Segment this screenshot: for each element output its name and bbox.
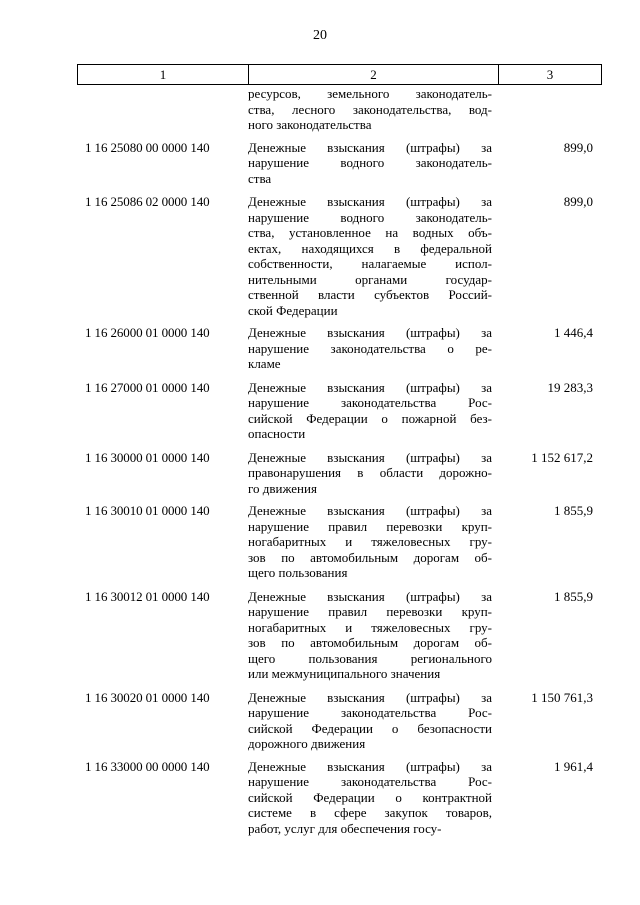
- row-code: 1 16 25086 02 0000 140: [85, 194, 210, 209]
- description-line: опасности: [248, 426, 306, 441]
- table-row: [77, 140, 601, 187]
- description-line: нарушение правил перевозки круп-: [248, 604, 492, 619]
- row-amount: 1 855,9: [554, 503, 593, 518]
- description-line: сийской Федерации о безопасности: [248, 720, 492, 736]
- description-line: ства, лесного законодательства, вод-: [248, 101, 492, 117]
- description-line: нарушение законодательства Рос-: [248, 705, 492, 720]
- description-line: нительными органами государ-: [248, 271, 492, 287]
- row-description: [248, 503, 492, 581]
- row-description: [248, 589, 492, 682]
- table-row: [77, 325, 601, 372]
- row-amount: 1 961,4: [554, 758, 593, 774]
- description-line: ногабаритных и тяжеловесных гру-: [248, 619, 492, 635]
- row-code: 1 16 26000 01 0000 140: [85, 325, 210, 340]
- row-amount: 1 855,9: [554, 588, 593, 604]
- row-code: 1 16 30012 01 0000 140: [85, 588, 210, 604]
- column-header-3: 3: [499, 65, 602, 85]
- row-amount: 899,0: [563, 194, 593, 209]
- row-code: 1 16 33000 00 0000 140: [85, 758, 210, 774]
- description-line: нарушение законодательства Рос-: [248, 774, 492, 789]
- table-row: [77, 380, 601, 442]
- description-line: Денежные взыскания (штрафы) за: [248, 588, 492, 604]
- description-line: Денежные взыскания (штрафы) за: [248, 449, 492, 465]
- row-description: [248, 380, 492, 442]
- description-line: ственной власти субъектов Россий-: [248, 287, 492, 302]
- description-line: нарушение водного законодатель-: [248, 155, 492, 170]
- description-line: или межмуниципального значения: [248, 666, 441, 681]
- description-line: нарушение законодательства о ре-: [248, 340, 492, 356]
- description-line: кламе: [248, 356, 281, 371]
- row-description: [248, 450, 492, 497]
- description-line: сийской Федерации о контрактной: [248, 789, 492, 805]
- row-description: [248, 690, 492, 752]
- description-line: ресурсов, земельного законодатель-: [248, 86, 492, 101]
- description-line: нарушение законодательства Рос-: [248, 395, 492, 410]
- description-line: нарушение водного законодатель-: [248, 209, 492, 225]
- description-line: зов по автомобильным дорогам об-: [248, 549, 492, 565]
- description-line: Денежные взыскания (штрафы) за: [248, 503, 492, 518]
- row-amount: 19 283,3: [547, 379, 593, 395]
- row-code: 1 16 30010 01 0000 140: [85, 503, 210, 518]
- description-line: Денежные взыскания (штрафы) за: [248, 325, 492, 340]
- description-line: го движения: [248, 480, 317, 496]
- description-line: Денежные взыскания (штрафы) за: [248, 139, 492, 155]
- column-header-1: 1: [78, 65, 249, 85]
- description-line: зов по автомобильным дорогам об-: [248, 635, 492, 650]
- description-line: работ, услуг для обеспечения госу-: [248, 820, 442, 836]
- row-amount: 1 152 617,2: [531, 449, 593, 465]
- description-line: нарушение правил перевозки круп-: [248, 518, 492, 534]
- table-row: [77, 86, 601, 133]
- row-code: 1 16 25080 00 0000 140: [85, 139, 210, 155]
- row-code: 1 16 27000 01 0000 140: [85, 379, 210, 395]
- description-line: ектах, находящихся в федеральной: [248, 240, 492, 256]
- row-code: 1 16 30020 01 0000 140: [85, 689, 210, 705]
- table-row: [77, 450, 601, 497]
- table-row: [77, 194, 601, 318]
- description-line: Денежные взыскания (штрафы) за: [248, 194, 492, 209]
- description-line: ногабаритных и тяжеловесных гру-: [248, 534, 492, 549]
- description-line: ного законодательства: [248, 117, 372, 132]
- description-line: ской Федерации: [248, 302, 338, 318]
- table-row: [77, 503, 601, 581]
- row-amount: 1 446,4: [554, 325, 593, 340]
- column-header-2: 2: [249, 65, 499, 85]
- description-line: правонарушения в области дорожно-: [248, 465, 492, 480]
- row-description: [248, 140, 492, 187]
- description-line: Денежные взыскания (штрафы) за: [248, 689, 492, 705]
- row-description: [248, 325, 492, 372]
- description-line: щего пользования: [248, 565, 348, 580]
- row-description: [248, 194, 492, 318]
- description-line: ства: [248, 170, 272, 186]
- description-line: ства, установленное на водных объ-: [248, 225, 492, 240]
- description-line: Денежные взыскания (штрафы) за: [248, 379, 492, 395]
- table-row: [77, 690, 601, 752]
- table-header: [77, 64, 602, 85]
- table-row: [77, 759, 601, 837]
- description-line: собственности, налагаемые испол-: [248, 256, 492, 271]
- row-amount: 899,0: [563, 139, 593, 155]
- row-description: [248, 759, 492, 837]
- description-line: сийской Федерации о пожарной без-: [248, 410, 492, 426]
- page-number: 20: [313, 28, 327, 43]
- row-amount: 1 150 761,3: [531, 689, 593, 705]
- description-line: дорожного движения: [248, 736, 366, 751]
- description-line: щего пользования регионального: [248, 650, 492, 666]
- description-line: Денежные взыскания (штрафы) за: [248, 758, 492, 774]
- table-row: [77, 589, 601, 682]
- table-body: [77, 86, 601, 844]
- description-line: системе в сфере закупок товаров,: [248, 805, 492, 820]
- row-description: [248, 86, 492, 133]
- row-code: 1 16 30000 01 0000 140: [85, 449, 210, 465]
